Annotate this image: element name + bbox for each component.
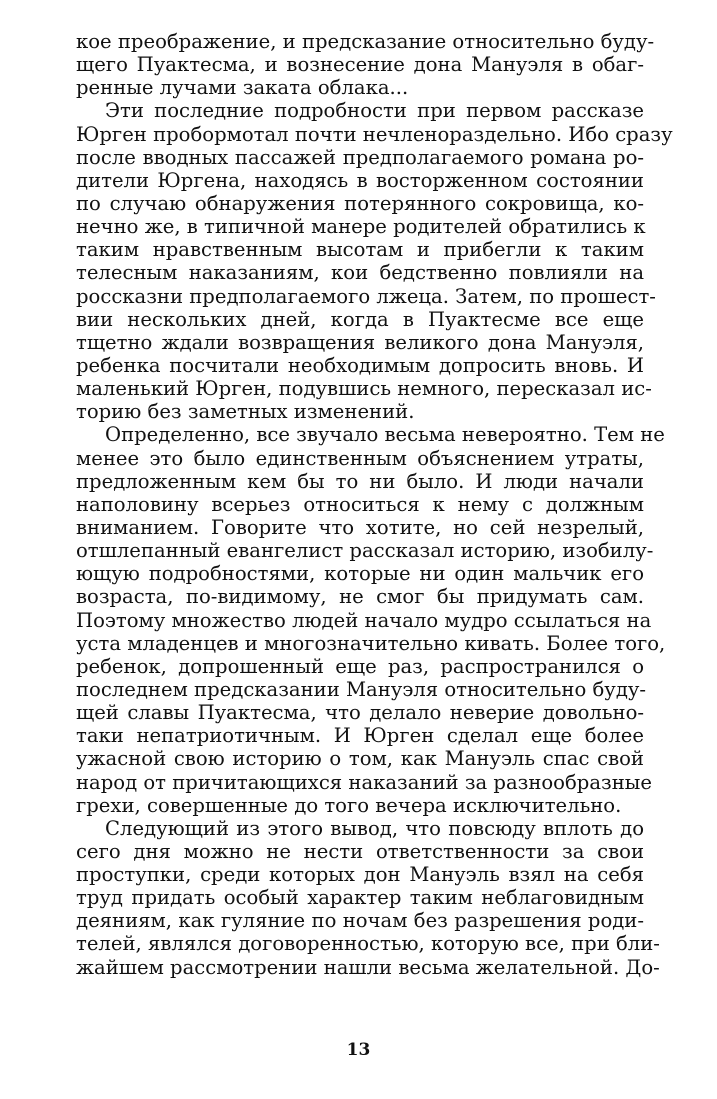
text-line: предложенным кем бы то ни было. И люди начали [76,469,644,493]
text-line: ребенка посчитали необходимым допросить вновь. И [76,353,644,377]
text-line: отшлепанный евангелист рассказал историю, изобилу- [76,539,654,563]
text-line: жайшем рассмотрении нашли весьма желательной. До- [76,955,660,979]
text-line: ющую подробностями, которые ни один мальчик его [76,562,644,586]
text-line: народ от причитающихся наказаний за разнообразные [76,770,652,794]
text-line: уста младенцев и многозначительно кивать. Более того, [76,631,666,655]
text-line: кое преображение, и предсказание относительно буду- [76,30,655,53]
paragraph [76,816,660,979]
text-line: телей, являлся договоренностью, которую все, при бли- [76,932,660,956]
text-line: Юрген пробормотал почти нечленораздельно. Ибо сразу [76,122,673,146]
text-line: маленький Юрген, подувшись немного, пересказал ис- [76,377,652,401]
text-line: по случаю обнаружения потерянного сокровища, ко- [76,191,644,215]
text-line: телесным наказаниям, кои бедственно повлияли на [76,261,644,285]
text-line: наполовину всерьез относиться к нему с должным [76,492,644,516]
text-line: грехи, совершенные до того вечера исключительно. [76,793,622,817]
page-number: 13 [346,1040,371,1060]
text-line: труд придать особый характер таким неблаговидным [76,886,644,910]
text-line: вниманием. Говорите что хотите, но сей незрелый, [76,515,644,539]
text-line: вии нескольких дней, когда в Пуактесме все еще [76,307,644,331]
text-line: Эти последние подробности при первом рассказе [105,99,644,123]
paragraph [76,99,673,424]
text-line: ребенок, допрошенный еще раз, распространился о [76,654,644,678]
text-line: дители Юргена, находясь в восторженном состоянии [76,168,644,192]
text-line: тщетно ждали возвращения великого дона Мануэля, [76,330,644,354]
paragraph [76,423,666,817]
text-line: деяниям, как гуляние по ночам без разрешения роди- [76,909,644,933]
text-line: щего Пуактесма, и вознесение дона Мануэля в обаг- [76,53,644,77]
text-line: ренные лучами заката облака... [76,76,409,100]
text-line: сего дня можно не нести ответственности за свои [76,839,644,863]
text-line: Поэтому множество людей начало мудро ссылаться на [76,608,652,632]
text-line: ужасной свою историю о том, как Мануэль спас свой [76,747,644,771]
text-line: таки непатриотичным. И Юрген сделал еще более [76,724,644,748]
text-line: менее это было единственным объяснением утраты, [76,446,644,470]
text-line: щей славы Пуактесма, что делало неверие довольно- [76,701,644,725]
text-line: нечно же, в типичной манере родителей обратились к [76,215,646,239]
paragraph [76,30,655,100]
text-line: Определенно, все звучало весьма невероятно. Тем не [105,423,665,447]
text-line: торию без заметных изменений. [76,400,415,424]
text-line: Следующий из этого вывод, что повсюду вплоть до [105,816,644,840]
text-line: таким нравственным высотам и прибегли к таким [76,238,644,262]
text-line: возраста, по-видимому, не смог бы придумать сам. [76,585,644,609]
text-line: последнем предсказании Мануэля относительно буду- [76,677,647,701]
text-line: проступки, среди которых дон Мануэль взял на себя [76,863,644,887]
text-line: после вводных пассажей предполагаемого романа ро- [76,145,644,169]
book-page-body [76,30,673,979]
text-line: россказни предполагаемого лжеца. Затем, по прошест- [76,284,656,308]
